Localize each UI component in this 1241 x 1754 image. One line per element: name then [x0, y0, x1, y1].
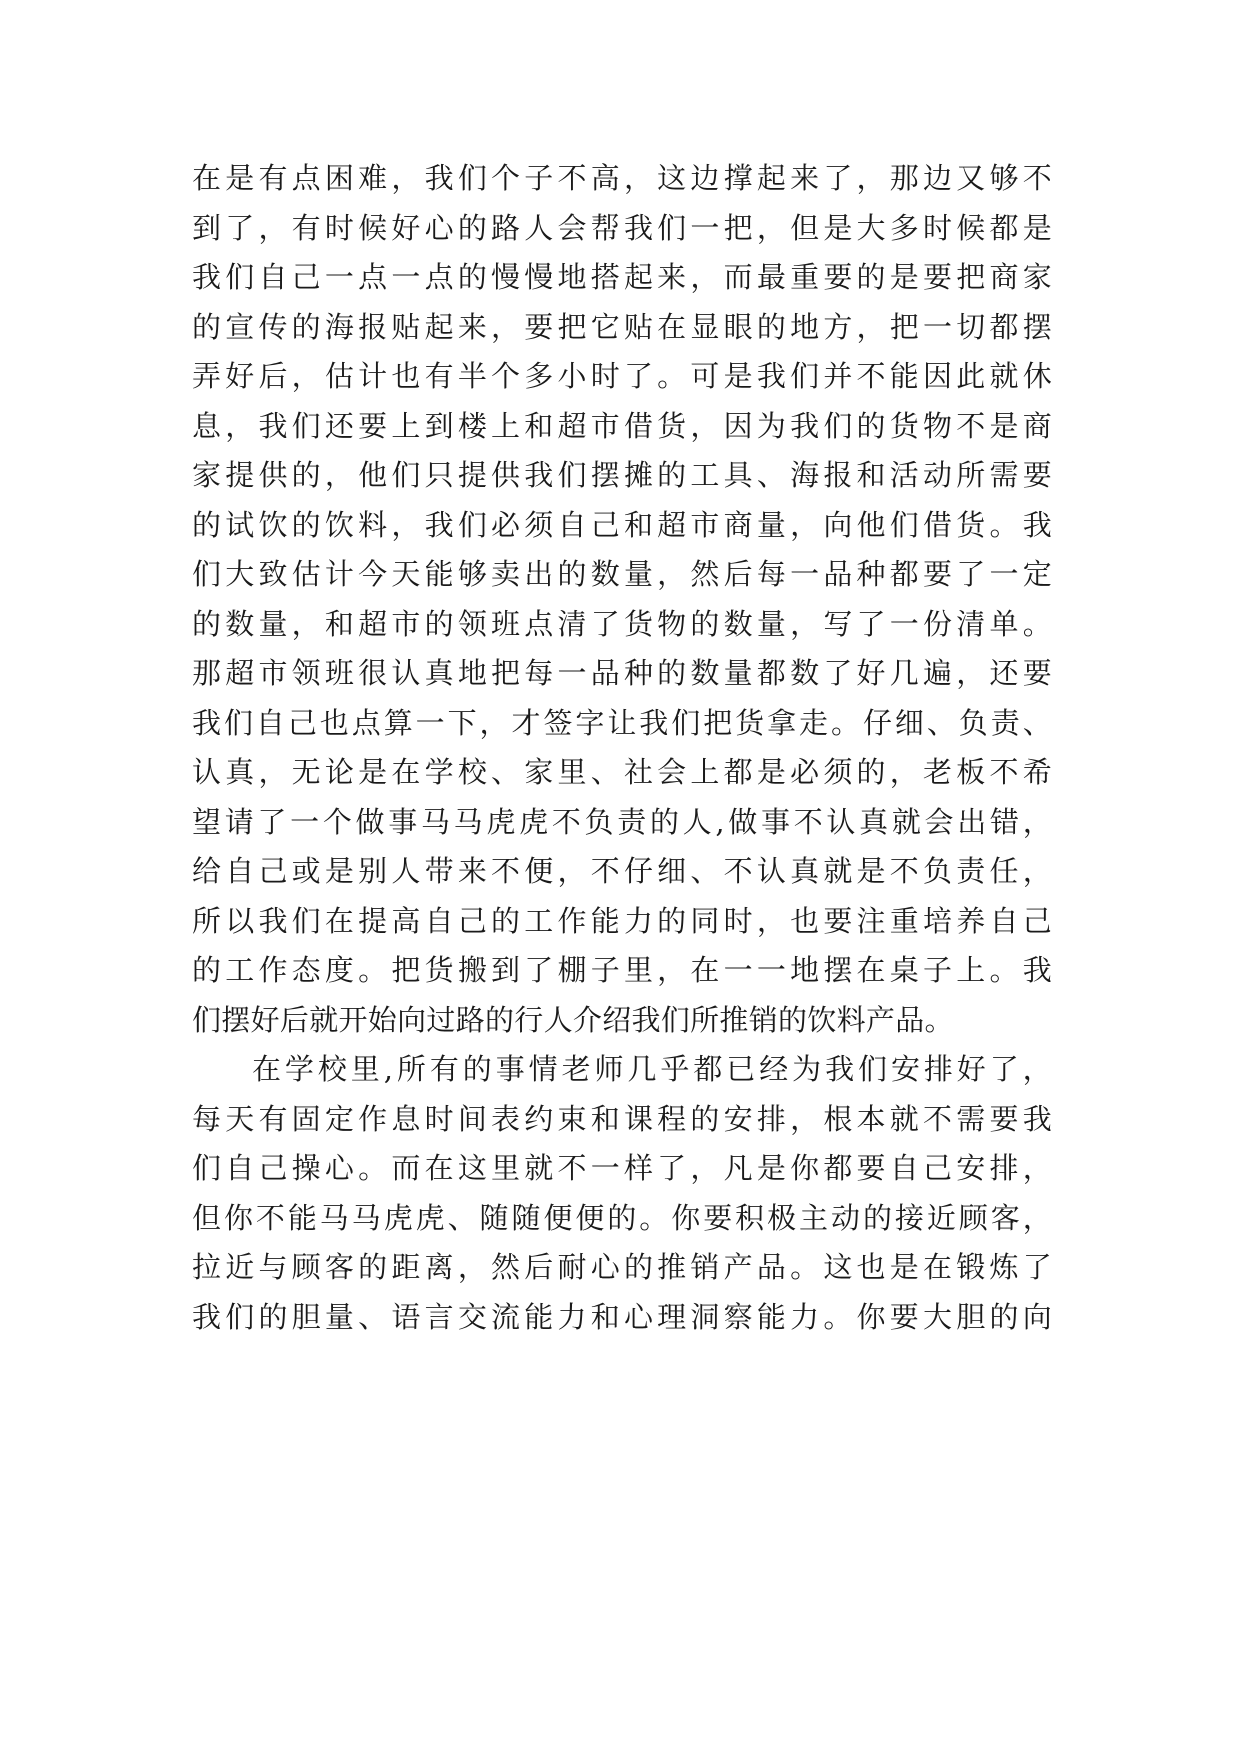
text-line: 望请了一个做事马马虎虎不负责的人,做事不认真就会出错， — [192, 804, 1052, 839]
text-line: 的试饮的饮料，我们必须自己和超市商量，向他们借货。我 — [192, 507, 1052, 542]
text-line: 但你不能马马虎虎、随随便便的。你要积极主动的接近顾客， — [192, 1200, 1052, 1235]
text-line: 那超市领班很认真地把每一品种的数量都数了好几遍，还要 — [192, 656, 1052, 690]
paragraph-1 — [192, 154, 1052, 1045]
text-line: 弄好后，估计也有半个多小时了。可是我们并不能因此就休 — [192, 359, 1052, 393]
text-line: 所以我们在提高自己的工作能力的同时，也要注重培养自己 — [192, 903, 1052, 938]
text-line: 们自己操心。而在这里就不一样了，凡是你都要自己安排， — [192, 1151, 1052, 1185]
text-line: 的工作态度。把货搬到了棚子里，在一一地摆在桌子上。我 — [192, 953, 1052, 987]
text-line: 们摆好后就开始向过路的行人介绍我们所推销的饮料产品。 — [192, 1002, 954, 1037]
text-line: 在是有点困难，我们个子不高，这边撑起来了，那边又够不 — [192, 161, 1052, 195]
body-text — [192, 154, 1052, 1342]
text-line: 每天有固定作息时间表约束和课程的安排，根本就不需要我 — [192, 1101, 1052, 1136]
text-line: 家提供的，他们只提供我们摆摊的工具、海报和活动所需要 — [192, 458, 1052, 492]
text-line: 拉近与顾客的距离，然后耐心的推销产品。这也是在锻炼了 — [192, 1250, 1052, 1284]
text-line: 们大致估计今天能够卖出的数量，然后每一品种都要了一定 — [192, 557, 1052, 591]
text-line: 到了，有时候好心的路人会帮我们一把，但是大多时候都是 — [192, 210, 1052, 245]
text-line: 认真，无论是在学校、家里、社会上都是必须的，老板不希 — [192, 755, 1052, 789]
text-line: 给自己或是别人带来不便，不仔细、不认真就是不负责任， — [192, 854, 1052, 888]
paragraph-2 — [192, 1045, 1052, 1342]
text-line: 的数量，和超市的领班点清了货物的数量，写了一份清单。 — [192, 606, 1052, 641]
text-line: 的宣传的海报贴起来，要把它贴在显眼的地方，把一切都摆 — [192, 309, 1052, 344]
text-line: 在学校里,所有的事情老师几乎都已经为我们安排好了， — [252, 1052, 1052, 1086]
text-line: 我们的胆量、语言交流能力和心理洞察能力。你要大胆的向 — [192, 1299, 1052, 1334]
text-line: 我们自己一点一点的慢慢地搭起来，而最重要的是要把商家 — [192, 260, 1052, 294]
text-line: 我们自己也点算一下，才签字让我们把货拿走。仔细、负责、 — [192, 705, 1052, 740]
text-line: 息，我们还要上到楼上和超市借货，因为我们的货物不是商 — [192, 408, 1052, 443]
